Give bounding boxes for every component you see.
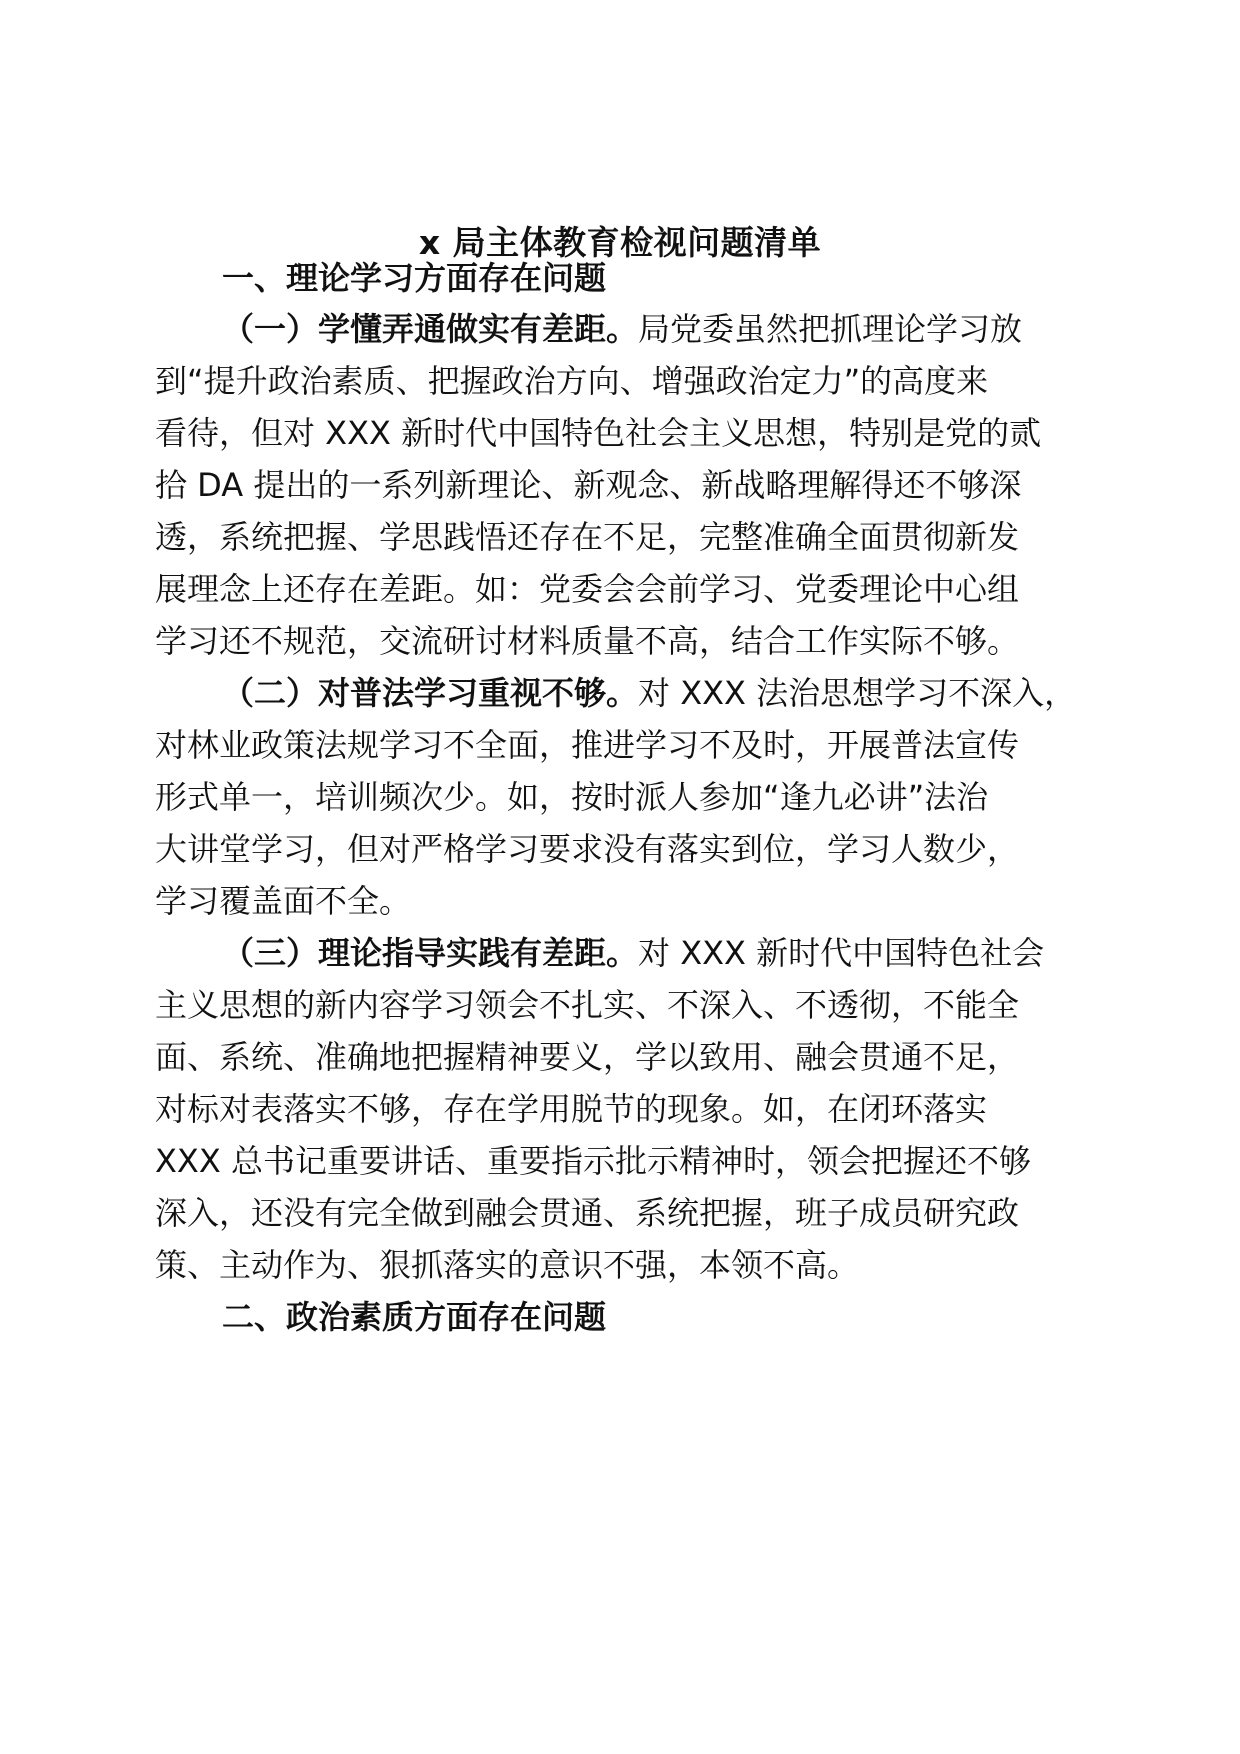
paragraph-line: （一）学懂弄通做实有差距。局党委虽然把抓理论学习放	[222, 310, 1023, 348]
paragraph-line: 策、主动作为、狠抓落实的意识不强，本领不高。	[155, 1246, 860, 1284]
paragraph-line: 形式单一，培训频次少。如，按时派人参加“逢九必讲”法治	[155, 778, 989, 816]
paragraph-line: 深入，还没有完全做到融会贯通、系统把握，班子成员研究政	[155, 1194, 1020, 1232]
paragraph-line: 对林业政策法规学习不全面，推进学习不及时，开展普法宣传	[155, 726, 1020, 764]
section-heading-1: 一、理论学习方面存在问题	[222, 259, 607, 297]
document-title: x 局主体教育检视问题清单	[418, 223, 822, 262]
paragraph-line: （三）理论指导实践有差距。对 XXX 新时代中国特色社会	[222, 934, 1045, 972]
paragraph-line: 大讲堂学习，但对严格学习要求没有落实到位，学习人数少，	[155, 830, 1020, 868]
paragraph-line: 看待，但对 XXX 新时代中国特色社会主义思想，特别是党的贰	[155, 414, 1042, 452]
paragraph-line: 面、系统、准确地把握精神要义，学以致用、融会贯通不足，	[155, 1038, 1020, 1076]
paragraph-line: 对标对表落实不够，存在学用脱节的现象。如，在闭环落实	[155, 1090, 988, 1128]
paragraph-line: 拾 DA 提出的一系列新理论、新观念、新战略理解得还不够深	[155, 466, 1022, 504]
paragraph-line: 透，系统把握、学思践悟还存在不足，完整准确全面贯彻新发	[155, 518, 1020, 556]
paragraph-line: （二）对普法学习重视不够。对 XXX 法治思想学习不深入，	[222, 674, 1077, 712]
paragraph-line: 展理念上还存在差距。如：党委会会前学习、党委理论中心组	[155, 570, 1020, 608]
paragraph-line: 主义思想的新内容学习领会不扎实、不深入、不透彻，不能全	[155, 986, 1020, 1024]
item-lead-2: （二）对普法学习重视不够。	[222, 674, 639, 712]
paragraph-line: XXX 总书记重要讲话、重要指示批示精神时，领会把握还不够	[155, 1142, 1031, 1180]
paragraph-line: 学习覆盖面不全。	[155, 882, 412, 920]
item-lead-1: （一）学懂弄通做实有差距。	[222, 310, 639, 348]
section-heading-2: 二、政治素质方面存在问题	[222, 1298, 607, 1336]
paragraph-line: 学习还不规范，交流研讨材料质量不高，结合工作实际不够。	[155, 622, 1020, 660]
paragraph-line: 到“提升政治素质、把握政治方向、增强政治定力”的高度来	[155, 362, 989, 400]
item-lead-3: （三）理论指导实践有差距。	[222, 934, 639, 972]
